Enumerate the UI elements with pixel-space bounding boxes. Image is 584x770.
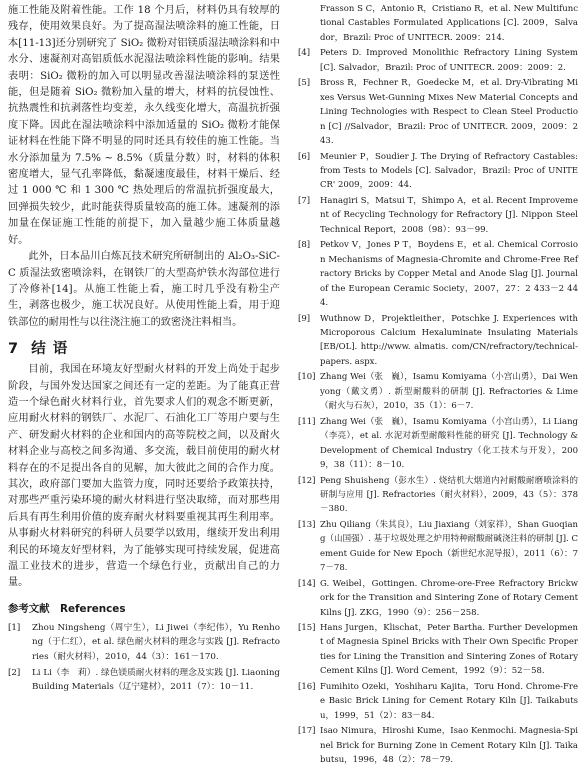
reference-text: Petkov V，Jones P T，Boydens E，et al. Chemical Corrosion Mechanisms of Magnesia-Chromite and Chrome-Free Refractory Bricks by Copper Metal and Anode Slag [J]. Journal of the European Ceramic Society，2007，27：2 433－2 444. <box>320 240 578 309</box>
reference-number: [2] <box>8 667 21 678</box>
reference-text: Isao Nimura，Hiroshi Kume，Isao Kenmochi. Magnesia-Spinel Brick for Burning Zone in Cement Rotary Kiln [J]. Taikabutsu，1996，48（2）：78－79. <box>320 726 578 766</box>
reference-text: Meunier P，Soudier J. The Drying of Refractory Castables: from Tests to Models [C]. Salvador，Brazil: Proc of UNITECR' 2009，2009：44. <box>320 151 578 191</box>
reference-entry <box>298 238 578 310</box>
reference-number: [10] <box>298 372 316 383</box>
reference-text: Hanagiri S，Matsui T，Shimpo A，et al. Recent Improvement of Recycling Technology for Refractory [J]. Nippon Steel Technical Report，2008（98）：93－99. <box>320 195 578 235</box>
reference-entry <box>8 621 280 665</box>
reference-number: [16] <box>298 681 316 692</box>
reference-number: [15] <box>298 623 316 634</box>
reference-text: Fumihito Ozeki，Yoshiharu Kajita，Toru Hond. Chrome-Free Basic Brick Lining for Cement Rotary Kiln [J]. Taikabutsu，1999，51（2）：83－84. <box>320 681 578 721</box>
left-column <box>8 0 280 696</box>
reference-entry <box>298 724 578 767</box>
right-column <box>298 2 578 770</box>
reference-entry <box>298 46 578 75</box>
reference-entry <box>298 518 578 576</box>
reference-entry <box>8 666 280 695</box>
reference-text: Bross R，Fechner R，Goedecke M，et al. Dry-Vibrating Mixes Versus Wet-Gunning Mixes New Material Concepts and Lining Technologies with Respect to Clean Steel Production [C] //Salvador，Brazil: Proc of UNITECR. 2009，2009：243. <box>320 78 578 147</box>
reference-number: [7] <box>298 195 311 206</box>
conclusion-paragraph: 目前，我国在环境友好型耐火材料的开发上尚处于起步阶段，与国外发达国家之间还有一定的差距。为了能真正营造一个绿色耐火材料行业，首先要求人们的观念不断更新，应用耐火材料的钢铁厂、水泥厂、石油化工厂等用户要与生产、研发耐火材料的企业和国内的高等院校之间，以及耐火材料企业与高校之间多沟通、多交流，载目前使用的耐火材料存在的不足提出各自的见解，加大彼此之间的合作力度。其次，政府部门要加大监管力度，同时还要给予政策扶持，对那些严重污染环境的耐火材料进行坚决取缔，而对那些用后具有再生利用价值的废弃耐火材料要重视其再生利用率。从事耐火材料研究的科研人员要学以致用，继续开发出利用利民的环境友好型材料，为了能够实现可持续发展，促进高温工业技术的进步，营造一个绿色行业，贡献出自己的力量。 <box>8 364 280 589</box>
references-heading: 参考文献 References <box>8 602 126 615</box>
reference-entry <box>298 312 578 370</box>
reference-text: G. Weibel，Gottingen. Chrome-ore-Free Refractory Brickwork for the Transition and Sintering Zone of Rotary Cement Kilns [J]. ZKG，1990（9）：256－258. <box>320 578 578 618</box>
reference-number: [9] <box>298 313 311 324</box>
reference-text: Zhang Wei（张 巍），Isamu Komiyama（小宫山勇），Li Liang（李亮），et al. 水泥对新型耐酸料性能的研究 [J]. Technology & Development of Chemical Industry（化工技术与开发），2009，38（11）：8－10. <box>320 416 578 471</box>
reference-text: Peters D. Improved Monolithic Refractory Lining System [C]. Salvador，Brazil: Proc of UNITECR. 2009：2009：2. <box>320 48 578 73</box>
reference-entry <box>298 150 578 193</box>
reference-number: [1] <box>8 622 21 633</box>
reference-number: [13] <box>298 519 316 530</box>
reference-entry <box>298 2 578 45</box>
reference-number: [14] <box>298 578 316 589</box>
reference-entry <box>298 680 578 723</box>
reference-entry <box>298 415 578 473</box>
reference-text: Frasson S C，Antonio R，Cristiano R，et al. New Multifunctional Castables Formulated Applications [C]. 2009，Salvador，Brazil: Proc of UNITECR. 2009：214. <box>320 4 578 43</box>
body-paragraph: 施工性能及附着性能。工作 18 个月后，材料仍具有较厚的残存，使用效果良好。为了提高湿法喷涂料的施工性能，日本[11-13]还分别研究了 SiO₂ 微粉对铝镁质湿法喷涂料和中水分、速凝剂对高铝质低水泥湿法喷涂料性能的影响。结果表明：SiO₂ 微粉的加入可以明显改善湿法喷涂料的泵送性能，但是随着 SiO₂ 微粉加入量的增大，材料的抗侵蚀性、抗热震性和抗剥落性均变差，永久线变化增大，高温抗折强度下降。因此在湿法喷涂料中添加适量的 SiO₂ 微粉才能保证材料在性能下降不明显的同时还具有较佳的施工性能。当水分添加量为 7.5% ~ 8.5%（质量分数）时，材料的体积密度增大，显气孔率降低，黏凝速度最佳，材料干燥后、经过 1 000 ℃ 和 1 300 ℃ 热处理后的常温抗折强度最大，回弹损失较少，此时能获得质量较高的施工体。速凝剂的添加量在保证施工性能的前提下，加入量越少施工体质量越好。 <box>8 5 280 246</box>
reference-text: Li Li（李 莉）. 绿色镁质耐火材料的理念及实践 [J]. Liaoning Building Materials（辽宁建材），2011（7）：10－11. <box>32 667 280 693</box>
reference-text: Zhu Qiliang（朱其良），Liu Jiaxiang（刘家祥），Shan Guoqiang（山国强）. 基于垃圾处理之炉用特种耐酸耐碱浇注料的研制 [J]. Cement Guide for New Epoch（新世纪水泥导报），2011（6）：77－78. <box>320 519 578 574</box>
reference-number: [8] <box>298 240 311 251</box>
reference-text: Zhou Ningsheng（周宁生），Li Jiwei（李纪伟），Yu Renhong（于仁红），et al. 绿色耐火材料的理念与实践 [J]. Refractories（耐火材料），2010，44（3）：161－170. <box>32 622 280 662</box>
reference-number: [5] <box>298 78 311 89</box>
reference-text: Hans Jurgen，Klischat，Peter Bartha. Further Development of Magnesia Spinel Bricks with Their Own Specific Properties for Lining the Transition and Sintering Zones of Rotary Cement Kilns [J]. Word Cement，1992（9）：52－58. <box>320 623 578 677</box>
reference-number: [4] <box>298 48 311 59</box>
reference-text: Zhang Wei（张 巍），Isamu Komiyama（小宫山勇），Dai Wenyong（戴文勇）. 新型耐酸料的研制 [J]. Refractories & Lime（耐火与石灰），2010，35（1）：6－7. <box>320 372 578 412</box>
body-paragraph: 此外，日本品川白炼瓦技术研究所研制出的 Al₂O₃-SiC-C 质湿法致密喷涂料，在钢铁厂的大型高炉铁水沟部位进行了冷修补[14]。从施工性能上看，施工时几乎没有粉尘产生，剥落也极少，施工状况良好。从使用性能上看，用于迎铁部位的耐用性与以往浇注施工的致密浇注料相当。 <box>8 251 280 328</box>
section-title: 结 语 <box>31 341 69 358</box>
reference-entry <box>298 370 578 413</box>
reference-text: Peng Shuisheng（彭水生）. 烧结机大烟道内衬耐酸耐磨喷涂料的研制与应用 [J]. Refractories（耐火材料），2009，43（5）：378－380. <box>320 475 578 515</box>
reference-number: [11] <box>298 416 316 427</box>
reference-number: [6] <box>298 151 311 162</box>
section-number: 7 <box>8 341 20 358</box>
reference-text: Wuthnow D，Projektleither，Potschke J. Experiences with Microporous Calcium Hexaluminate Insulating Materials [EB/OL]. http://www. almatis. com/CN/refractory/technical-papers. aspx. <box>320 313 578 367</box>
reference-number: [17] <box>298 726 316 737</box>
reference-entry <box>298 474 578 517</box>
reference-entry <box>298 76 578 148</box>
reference-entry <box>298 194 578 237</box>
section-heading <box>8 337 280 358</box>
reference-entry <box>298 577 578 620</box>
reference-entry <box>298 621 578 679</box>
reference-number: [12] <box>298 475 316 486</box>
reference-number <box>298 2 320 45</box>
